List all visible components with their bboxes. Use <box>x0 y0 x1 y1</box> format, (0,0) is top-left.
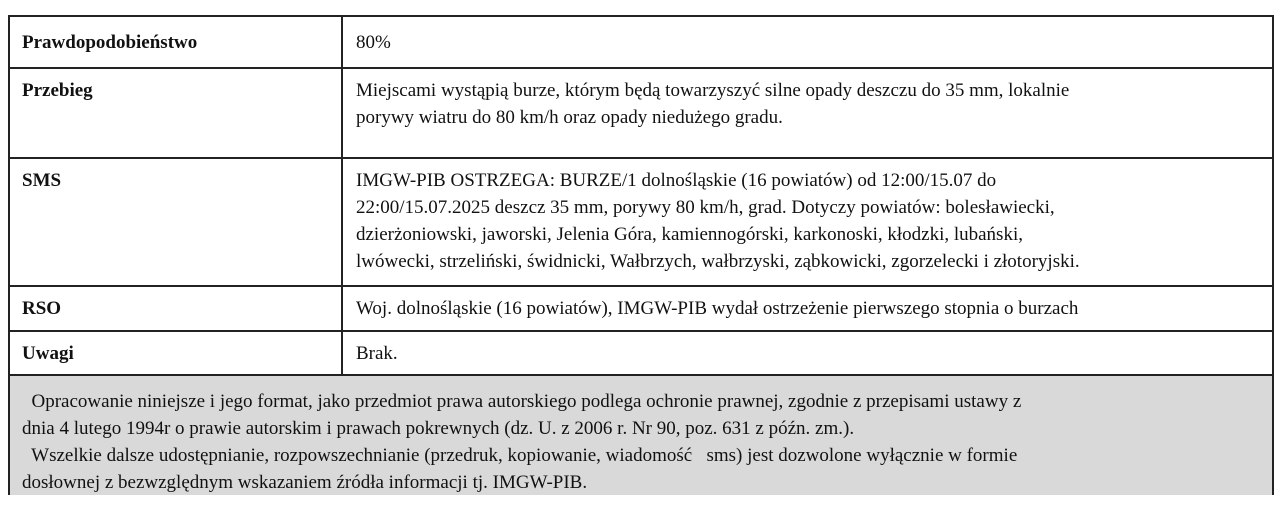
footer-line: Opracowanie niniejsze i jego format, jako przedmiot prawa autorskiego podlega ochronie prawnej, zgodnie z przepisami ustawy z <box>22 391 1022 412</box>
value-line: IMGW-PIB OSTRZEGA: BURZE/1 dolnośląskie (16 powiatów) od 12:00/15.07 do <box>356 170 997 191</box>
row-label: Przebieg <box>10 69 343 157</box>
value-line: Woj. dolnośląskie (16 powiatów), IMGW-PIB wydał ostrzeżenie pierwszego stopnia o burzach <box>356 298 1079 319</box>
row-value <box>343 69 1272 157</box>
row-value <box>343 332 1272 374</box>
row-value <box>343 159 1272 285</box>
value-line: 22:00/15.07.2025 deszcz 35 mm, porywy 80 km/h, grad. Dotyczy powiatów: bolesławiecki, <box>356 197 1055 218</box>
footer-line: dosłownej z bezwzględnym wskazaniem źródła informacji tj. IMGW-PIB. <box>22 472 588 493</box>
value-line: Brak. <box>356 343 398 364</box>
row-value <box>343 17 1272 67</box>
footer-line: Wszelkie dalsze udostępnianie, rozpowszechnianie (przedruk, kopiowanie, wiadomość sms) jest dozwolone wyłącznie w formie <box>22 445 1018 466</box>
value-line: 80% <box>356 32 391 53</box>
value-line: porywy wiatru do 80 km/h oraz opady niedużego gradu. <box>356 107 783 128</box>
table-row <box>10 159 1272 287</box>
row-label: SMS <box>10 159 343 285</box>
row-label: RSO <box>10 287 343 330</box>
table-row <box>10 17 1272 69</box>
table-row <box>10 69 1272 159</box>
row-value <box>343 287 1272 330</box>
row-label: Uwagi <box>10 332 343 374</box>
footer-line: dnia 4 lutego 1994r o prawie autorskim i prawach pokrewnych (dz. U. z 2006 r. Nr 90, poz. 631 z późn. zm.). <box>22 418 855 439</box>
value-line: dzierżoniowski, jaworski, Jelenia Góra, kamiennogórski, karkonoski, kłodzki, lubański, <box>356 224 1023 245</box>
table-row <box>10 332 1272 376</box>
row-label: Prawdopodobieństwo <box>10 17 343 67</box>
warning-table <box>8 15 1274 495</box>
value-line: Miejscami wystąpią burze, którym będą towarzyszyć silne opady deszczu do 35 mm, lokalnie <box>356 80 1070 101</box>
table-row <box>10 287 1272 332</box>
copyright-footer <box>10 376 1272 495</box>
value-line: lwówecki, strzeliński, świdnicki, Wałbrzych, wałbrzyski, ząbkowicki, zgorzelecki i złotoryjski. <box>356 251 1080 272</box>
